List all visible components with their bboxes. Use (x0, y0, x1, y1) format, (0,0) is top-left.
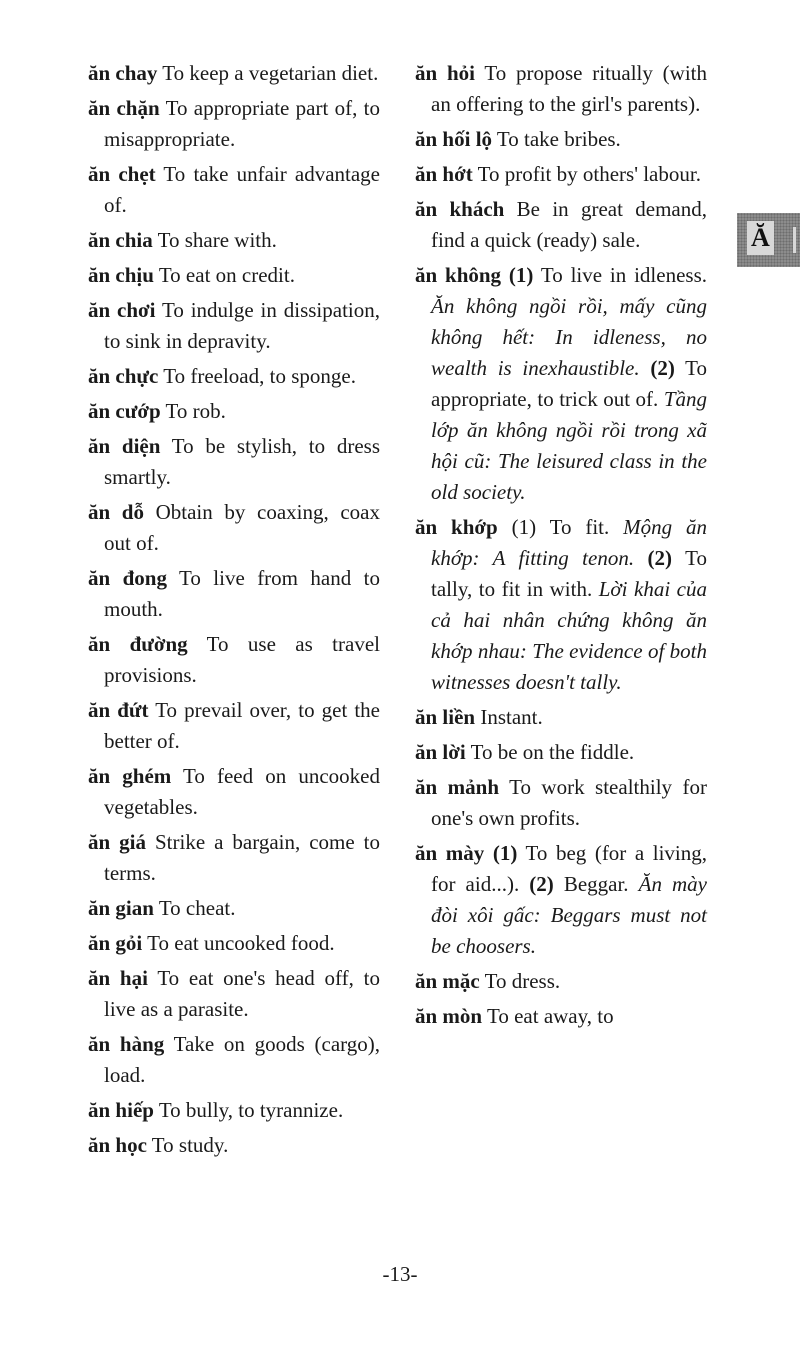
entry-example: Ăn mày đòi xôi gấc: Beggars must not be choosers. (431, 872, 707, 958)
entry-definition: To prevail over, to get the better of. (104, 698, 380, 753)
dictionary-entry (415, 966, 707, 997)
entry-headword: ăn mảnh (415, 775, 499, 799)
entry-definition: To use as travel provisions. (104, 632, 380, 687)
entry-example: Ăn không ngồi rồi, mấy cũng không hết: In idleness, no wealth is inexhaustible. (431, 294, 707, 380)
entry-headword: ăn hàng (88, 1032, 165, 1056)
entry-headword: ăn chặn (88, 96, 160, 120)
entry-definition: To be stylish, to dress smartly. (104, 434, 380, 489)
tab-edge-mark (793, 227, 796, 253)
entry-headword: ăn đứt (88, 698, 149, 722)
entry-headword: ăn hại (88, 966, 148, 990)
section-thumb-tab (737, 213, 800, 267)
entry-definition: To cheat. (153, 896, 236, 920)
entry-headword: ăn khách (415, 197, 505, 221)
entry-headword: ăn chịu (88, 263, 154, 287)
entry-headword: ăn mòn (415, 1004, 483, 1028)
entry-headword: ăn không (415, 263, 502, 287)
dictionary-entry (88, 629, 380, 691)
entry-definition: To tally, to fit in with. (431, 546, 707, 601)
entry-headword: ăn giá (88, 830, 146, 854)
dictionary-entry (415, 737, 707, 768)
right-column (415, 58, 707, 1036)
entry-headword: ăn hỏi (415, 61, 475, 85)
entry-headword: ăn hiếp (88, 1098, 154, 1122)
entry-definition: To eat one's head off, to live as a parasite. (104, 966, 380, 1021)
entry-definition: To keep a vegetarian diet. (157, 61, 379, 85)
dictionary-entry (415, 58, 707, 120)
entry-headword: ăn đường (88, 632, 188, 656)
entry-definition: To take unfair advantage of. (104, 162, 380, 217)
page-number: -13- (382, 1262, 418, 1286)
entry-example: Lời khai của cả hai nhân chứng không ăn khớp nhau: The evidence of both witnesses doesn't tally. (431, 577, 707, 694)
entry-definition: Beggar. (553, 872, 639, 896)
dictionary-entry (415, 260, 707, 508)
entry-definition: Be in great demand, find a quick (ready) sale. (431, 197, 707, 252)
entry-headword: ăn chay (88, 61, 158, 85)
dictionary-entry (88, 893, 380, 924)
entry-definition: To propose ritually (with an offering to the girl's parents). (431, 61, 707, 116)
dictionary-entry (88, 497, 380, 559)
dictionary-entry (88, 295, 380, 357)
entry-headword: ăn cướp (88, 399, 161, 423)
entry-headword: ăn khớp (415, 515, 498, 539)
dictionary-entry (88, 827, 380, 889)
dictionary-entry (415, 772, 707, 834)
dictionary-entry (88, 1095, 380, 1126)
section-letter: Ă (747, 221, 774, 255)
dictionary-entry (88, 58, 380, 89)
entry-headword: ăn gian (88, 896, 154, 920)
entry-headword: ăn đong (88, 566, 167, 590)
dictionary-entry (415, 1001, 707, 1032)
dictionary-entry (88, 563, 380, 625)
entry-headword: ăn diện (88, 434, 161, 458)
entry-definition: To freeload, to sponge. (158, 364, 356, 388)
entry-headword: ăn mày (415, 841, 485, 865)
dictionary-entry (88, 260, 380, 291)
entry-definition: To work stealthily for one's own profits. (431, 775, 707, 830)
entry-definition: To rob. (160, 399, 226, 423)
entry-headword: ăn chơi (88, 298, 156, 322)
entry-definition: To profit by others' labour. (472, 162, 701, 186)
dictionary-entry (88, 93, 380, 155)
entry-definition: Obtain by coaxing, coax out of. (104, 500, 380, 555)
entry-definition: (2) (650, 356, 675, 380)
entry-headword: ăn hối lộ (415, 127, 493, 151)
dictionary-entry (88, 159, 380, 221)
entry-headword: ăn ghém (88, 764, 172, 788)
entry-definition (484, 841, 493, 865)
entry-example: Tầng lớp ăn không ngồi rồi trong xã hội cũ: The leisured class in the old society. (431, 387, 707, 504)
entry-definition: To study. (146, 1133, 229, 1157)
entry-definition: To share with. (152, 228, 277, 252)
dictionary-entry (415, 838, 707, 962)
entry-headword: ăn học (88, 1133, 147, 1157)
dictionary-entry (88, 431, 380, 493)
entry-definition: To eat away, to (482, 1004, 614, 1028)
entry-definition: Strike a bargain, come to terms. (104, 830, 381, 885)
entry-definition: To beg (for a living, for aid...). (431, 841, 708, 896)
entry-headword: ăn chực (88, 364, 159, 388)
entry-definition: To live in idleness. (533, 263, 707, 287)
dictionary-entry (88, 761, 380, 823)
entry-definition: (1) (492, 841, 518, 865)
entry-definition (501, 263, 509, 287)
dictionary-entry (88, 225, 380, 256)
dictionary-entry (88, 1130, 380, 1161)
entry-headword: ăn chẹt (88, 162, 156, 186)
entry-definition: To take bribes. (492, 127, 621, 151)
entry-headword: ăn dỗ (88, 500, 144, 524)
dictionary-entry (415, 194, 707, 256)
dictionary-entry (88, 928, 380, 959)
entry-definition (640, 356, 651, 380)
entry-definition: (1) To fit. (497, 515, 624, 539)
entry-headword: ăn chia (88, 228, 153, 252)
entry-definition: To live from hand to mouth. (104, 566, 380, 621)
dictionary-entry (88, 361, 380, 392)
entry-definition: To bully, to tyrannize. (153, 1098, 344, 1122)
entry-example: Mộng ăn khớp: A fitting tenon. (431, 515, 707, 570)
entry-definition: To indulge in dissipation, to sink in depravity. (104, 298, 380, 353)
dictionary-entry (88, 1029, 380, 1091)
dictionary-entry (88, 963, 380, 1025)
dictionary-entry (415, 702, 707, 733)
entry-definition (634, 546, 647, 570)
entry-definition: (2) (647, 546, 673, 570)
dictionary-entry (415, 159, 707, 190)
entry-definition: To eat on credit. (153, 263, 295, 287)
entry-definition: (2) (529, 872, 554, 896)
entry-headword: ăn lời (415, 740, 466, 764)
entry-definition: Take on goods (cargo), load. (104, 1032, 380, 1087)
entry-definition: To feed on uncooked vegetables. (104, 764, 380, 819)
dictionary-entry (88, 695, 380, 757)
entry-definition: To be on the fiddle. (465, 740, 635, 764)
left-column (88, 58, 380, 1165)
entry-definition: To appropriate, to trick out of. (431, 356, 708, 411)
dictionary-entry (88, 396, 380, 427)
entry-definition: Instant. (475, 705, 543, 729)
entry-headword: ăn hớt (415, 162, 473, 186)
dictionary-entry (415, 124, 707, 155)
entry-definition: To appropriate part of, to misappropriate. (104, 96, 381, 151)
dictionary-entry (415, 512, 707, 698)
entry-definition: (1) (508, 263, 534, 287)
entry-definition: To dress. (479, 969, 561, 993)
entry-definition: To eat uncooked food. (142, 931, 335, 955)
entry-headword: ăn mặc (415, 969, 480, 993)
entry-headword: ăn liền (415, 705, 476, 729)
entry-headword: ăn gỏi (88, 931, 143, 955)
